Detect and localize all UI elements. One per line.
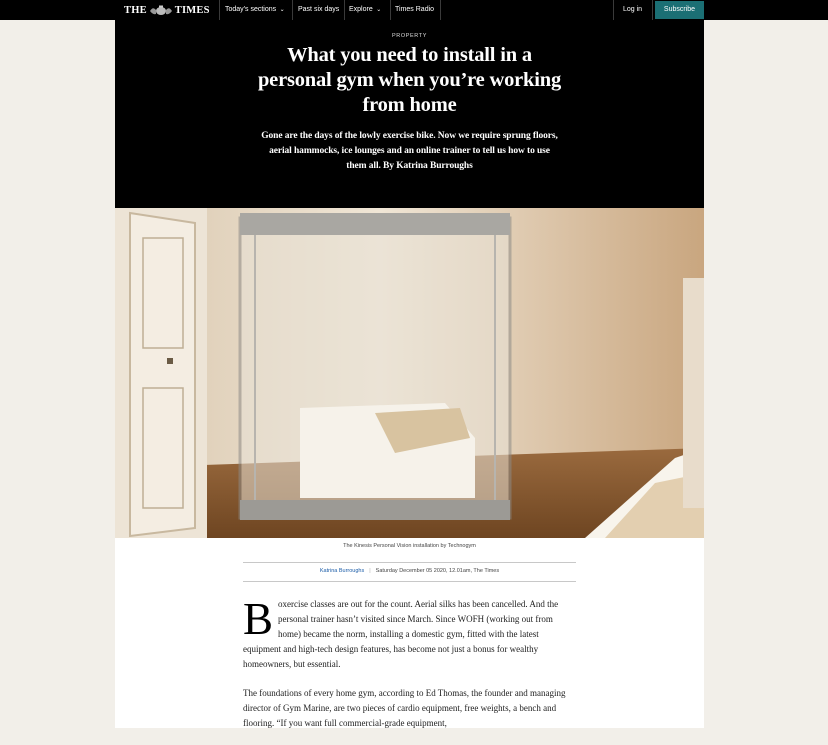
nav-times-radio[interactable]: Times Radio (395, 6, 435, 13)
nav-explore[interactable]: Explore ⌄ (349, 0, 383, 20)
lead-image (115, 208, 704, 538)
top-nav (0, 0, 828, 20)
login-link[interactable]: Log in (623, 6, 643, 13)
logo-text-the: THE (124, 4, 147, 16)
nav-todays-sections[interactable]: Today's sections ⌄ (225, 0, 286, 20)
nav-divider (344, 0, 345, 20)
headline: What you need to install in a personal gym when you’re working from home (257, 44, 561, 116)
article (115, 20, 704, 728)
nav-divider (440, 0, 441, 20)
times-logo[interactable] (124, 3, 210, 17)
article-header (115, 20, 704, 208)
royal-crest-icon (149, 5, 173, 16)
byline-divider: | (369, 568, 371, 574)
nav-divider (219, 0, 220, 20)
nav-divider (652, 0, 653, 20)
standfirst: Gone are the days of the lowly exercise bike. Now we require sprung floors, aerial hammocks, ice lounges and an online trainer to tell us how to use them all. By Katrina Burroughs (261, 131, 558, 171)
section-kicker[interactable]: PROPERTY (392, 33, 427, 39)
nav-divider (613, 0, 614, 20)
body-paragraph: The foundations of every home gym, according to Ed Thomas, the founder and managing director of Gym Marine, are two pieces of cardio equipment, free weights, a bench and flooring. “If you want full commercial-grade equipment, (243, 688, 566, 728)
dateline: Saturday December 05 2020, 12.01am, The Times (375, 568, 500, 574)
chevron-down-icon: ⌄ (376, 7, 382, 13)
nav-past-six-days[interactable]: Past six days (298, 6, 340, 13)
drop-cap: B (243, 594, 274, 644)
author-link[interactable]: Katrina Burroughs (319, 568, 365, 574)
logo-text-times: TIMES (174, 4, 210, 16)
article-body (243, 594, 576, 745)
body-paragraph: Boxercise classes are out for the count. Aerial silks has been cancelled. And the personal trainer hasn’t visited since March. Since WOFH (working out from home) became the norm, installing a domestic gym, fitted with the latest equipment and high-tech design features, has become not just a bonus for wealthy homeowners, but essential. (243, 594, 559, 669)
subscribe-button[interactable]: Subscribe (655, 1, 704, 19)
byline-bar (243, 562, 576, 582)
image-caption: The Kinesis Personal Vision installation by Technogym (343, 543, 476, 549)
chevron-down-icon: ⌄ (279, 7, 285, 13)
nav-divider (292, 0, 293, 20)
nav-divider (390, 0, 391, 20)
